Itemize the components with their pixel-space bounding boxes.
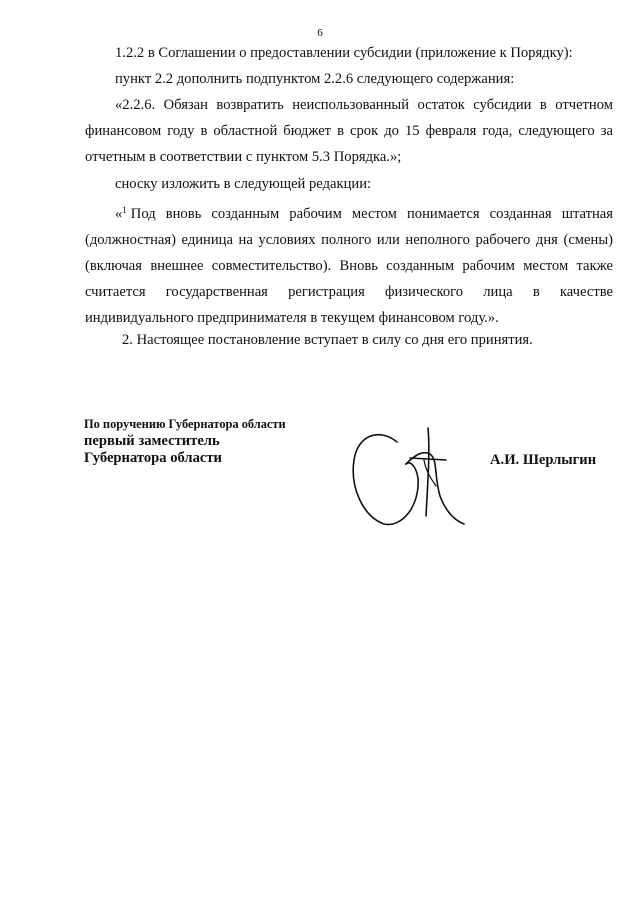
signatory-line-2: первый заместитель xyxy=(84,433,220,449)
handwritten-signature xyxy=(340,420,470,530)
paragraph-footnote-intro: сноску изложить в следующей редакции: xyxy=(115,176,372,192)
signatory-name: А.И. Шерлыгин xyxy=(490,452,597,468)
paragraph-clause-2-2: пункт 2.2 дополнить подпунктом 2.2.6 следующего содержания: xyxy=(115,71,515,87)
quote-open: « xyxy=(115,206,123,222)
paragraph-1-2-2: 1.2.2 в Соглашении о предоставлении субсидии (приложение к Порядку): xyxy=(115,45,573,61)
signatory-line-1: По поручению Губернатора области xyxy=(84,417,286,431)
footnote-body: Под вновь созданным рабочим местом понимается созданная штатная (должностная) единица на условиях полного или неполного рабочего дня (смены) (включая внешнее совместительство). Вновь созданным рабочим местом также считается государственная регистрация физического лица в качестве индивидуального предпринимателя в текущем финансовом году.». xyxy=(85,206,613,326)
page-number: 6 xyxy=(317,27,323,39)
paragraph-footnote-text xyxy=(85,197,613,331)
footnote-marker: 1 xyxy=(122,205,127,215)
paragraph-effective-date: 2. Настоящее постановление вступает в силу со дня его принятия. xyxy=(122,332,533,348)
signatory-position xyxy=(84,416,286,467)
signatory-line-3: Губернатора области xyxy=(84,450,222,466)
paragraph-clause-2-2-6: «2.2.6. Обязан возвратить неиспользованный остаток субсидии в отчетном финансовом году в областной бюджет в срок до 15 февраля года, следующего за отчетным в соответствии с пунктом 5.3 Порядка.»; xyxy=(85,97,613,165)
